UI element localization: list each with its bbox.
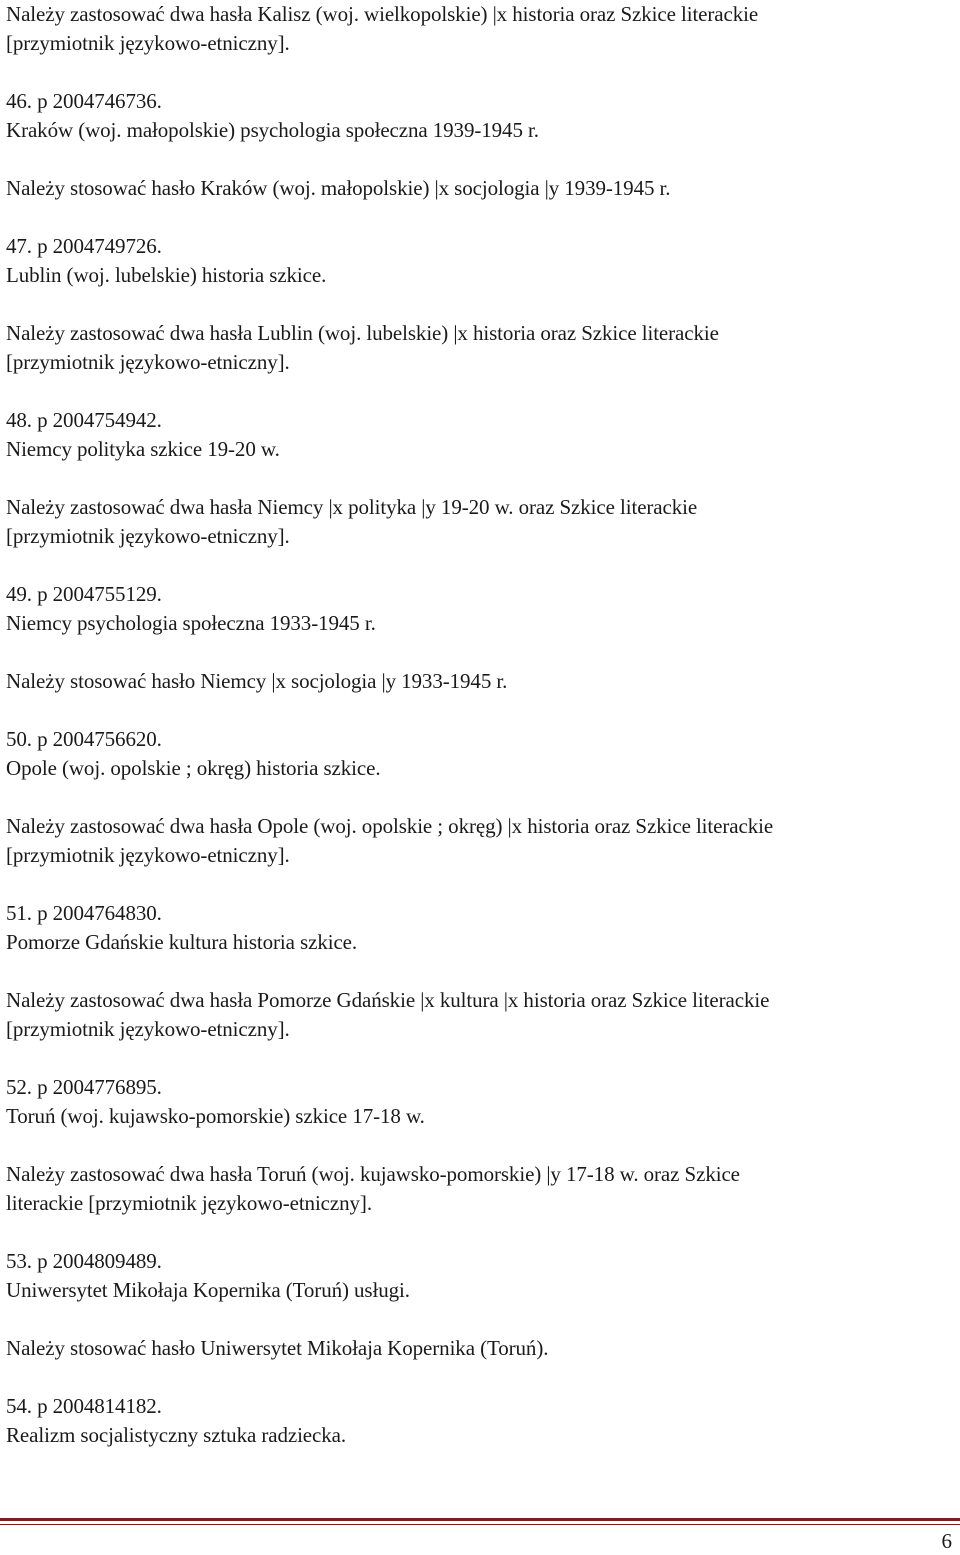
text-line: Należy zastosować dwa hasła Lublin (woj. lubelskie) |x historia oraz Szkice literackie	[6, 321, 719, 345]
page-number: 6	[941, 1529, 952, 1553]
text-line: 47. p 2004749726.	[6, 234, 162, 258]
text-line: 50. p 2004756620.	[6, 727, 162, 751]
text-line: 46. p 2004746736.	[6, 89, 162, 113]
text-line: Należy zastosować dwa hasła Pomorze Gdańskie |x kultura |x historia oraz Szkice literackie	[6, 988, 770, 1012]
text-line: Należy stosować hasło Uniwersytet Mikołaja Kopernika (Toruń).	[6, 1336, 549, 1360]
text-line: Pomorze Gdańskie kultura historia szkice.	[6, 930, 358, 954]
text-line: Należy zastosować dwa hasła Toruń (woj. kujawsko-pomorskie) |y 17-18 w. oraz Szkice	[6, 1162, 740, 1186]
text-line: 52. p 2004776895.	[6, 1075, 162, 1099]
text-line: literackie [przymiotnik językowo-etniczny].	[6, 1191, 372, 1215]
text-line: 49. p 2004755129.	[6, 582, 162, 606]
text-line: Realizm socjalistyczny sztuka radziecka.	[6, 1423, 347, 1447]
text-line: [przymiotnik językowo-etniczny].	[6, 1017, 290, 1041]
text-line: 53. p 2004809489.	[6, 1249, 162, 1273]
text-line: [przymiotnik językowo-etniczny].	[6, 843, 290, 867]
text-line: 54. p 2004814182.	[6, 1394, 162, 1418]
text-line: Niemcy psychologia społeczna 1933-1945 r.	[6, 611, 376, 635]
footer-divider	[0, 1518, 960, 1521]
text-line: [przymiotnik językowo-etniczny].	[6, 350, 290, 374]
text-line: Toruń (woj. kujawsko-pomorskie) szkice 17-18 w.	[6, 1104, 425, 1128]
text-line: Kraków (woj. małopolskie) psychologia społeczna 1939-1945 r.	[6, 118, 539, 142]
text-line: Należy stosować hasło Niemcy |x socjologia |y 1933-1945 r.	[6, 669, 508, 693]
text-line: [przymiotnik językowo-etniczny].	[6, 31, 290, 55]
text-line: Niemcy polityka szkice 19-20 w.	[6, 437, 280, 461]
text-line: Uniwersytet Mikołaja Kopernika (Toruń) usługi.	[6, 1278, 410, 1302]
text-line: 51. p 2004764830.	[6, 901, 162, 925]
text-line: Lublin (woj. lubelskie) historia szkice.	[6, 263, 327, 287]
text-line: [przymiotnik językowo-etniczny].	[6, 524, 290, 548]
text-line: Należy zastosować dwa hasła Niemcy |x polityka |y 19-20 w. oraz Szkice literackie	[6, 495, 698, 519]
text-line: Należy zastosować dwa hasła Kalisz (woj. wielkopolskie) |x historia oraz Szkice literackie	[6, 2, 759, 26]
text-line: Należy stosować hasło Kraków (woj. małopolskie) |x socjologia |y 1939-1945 r.	[6, 176, 671, 200]
text-line: Należy zastosować dwa hasła Opole (woj. opolskie ; okręg) |x historia oraz Szkice literackie	[6, 814, 774, 838]
footer-divider-thin	[0, 1524, 960, 1525]
text-line: Opole (woj. opolskie ; okręg) historia szkice.	[6, 756, 381, 780]
text-line: 48. p 2004754942.	[6, 408, 162, 432]
